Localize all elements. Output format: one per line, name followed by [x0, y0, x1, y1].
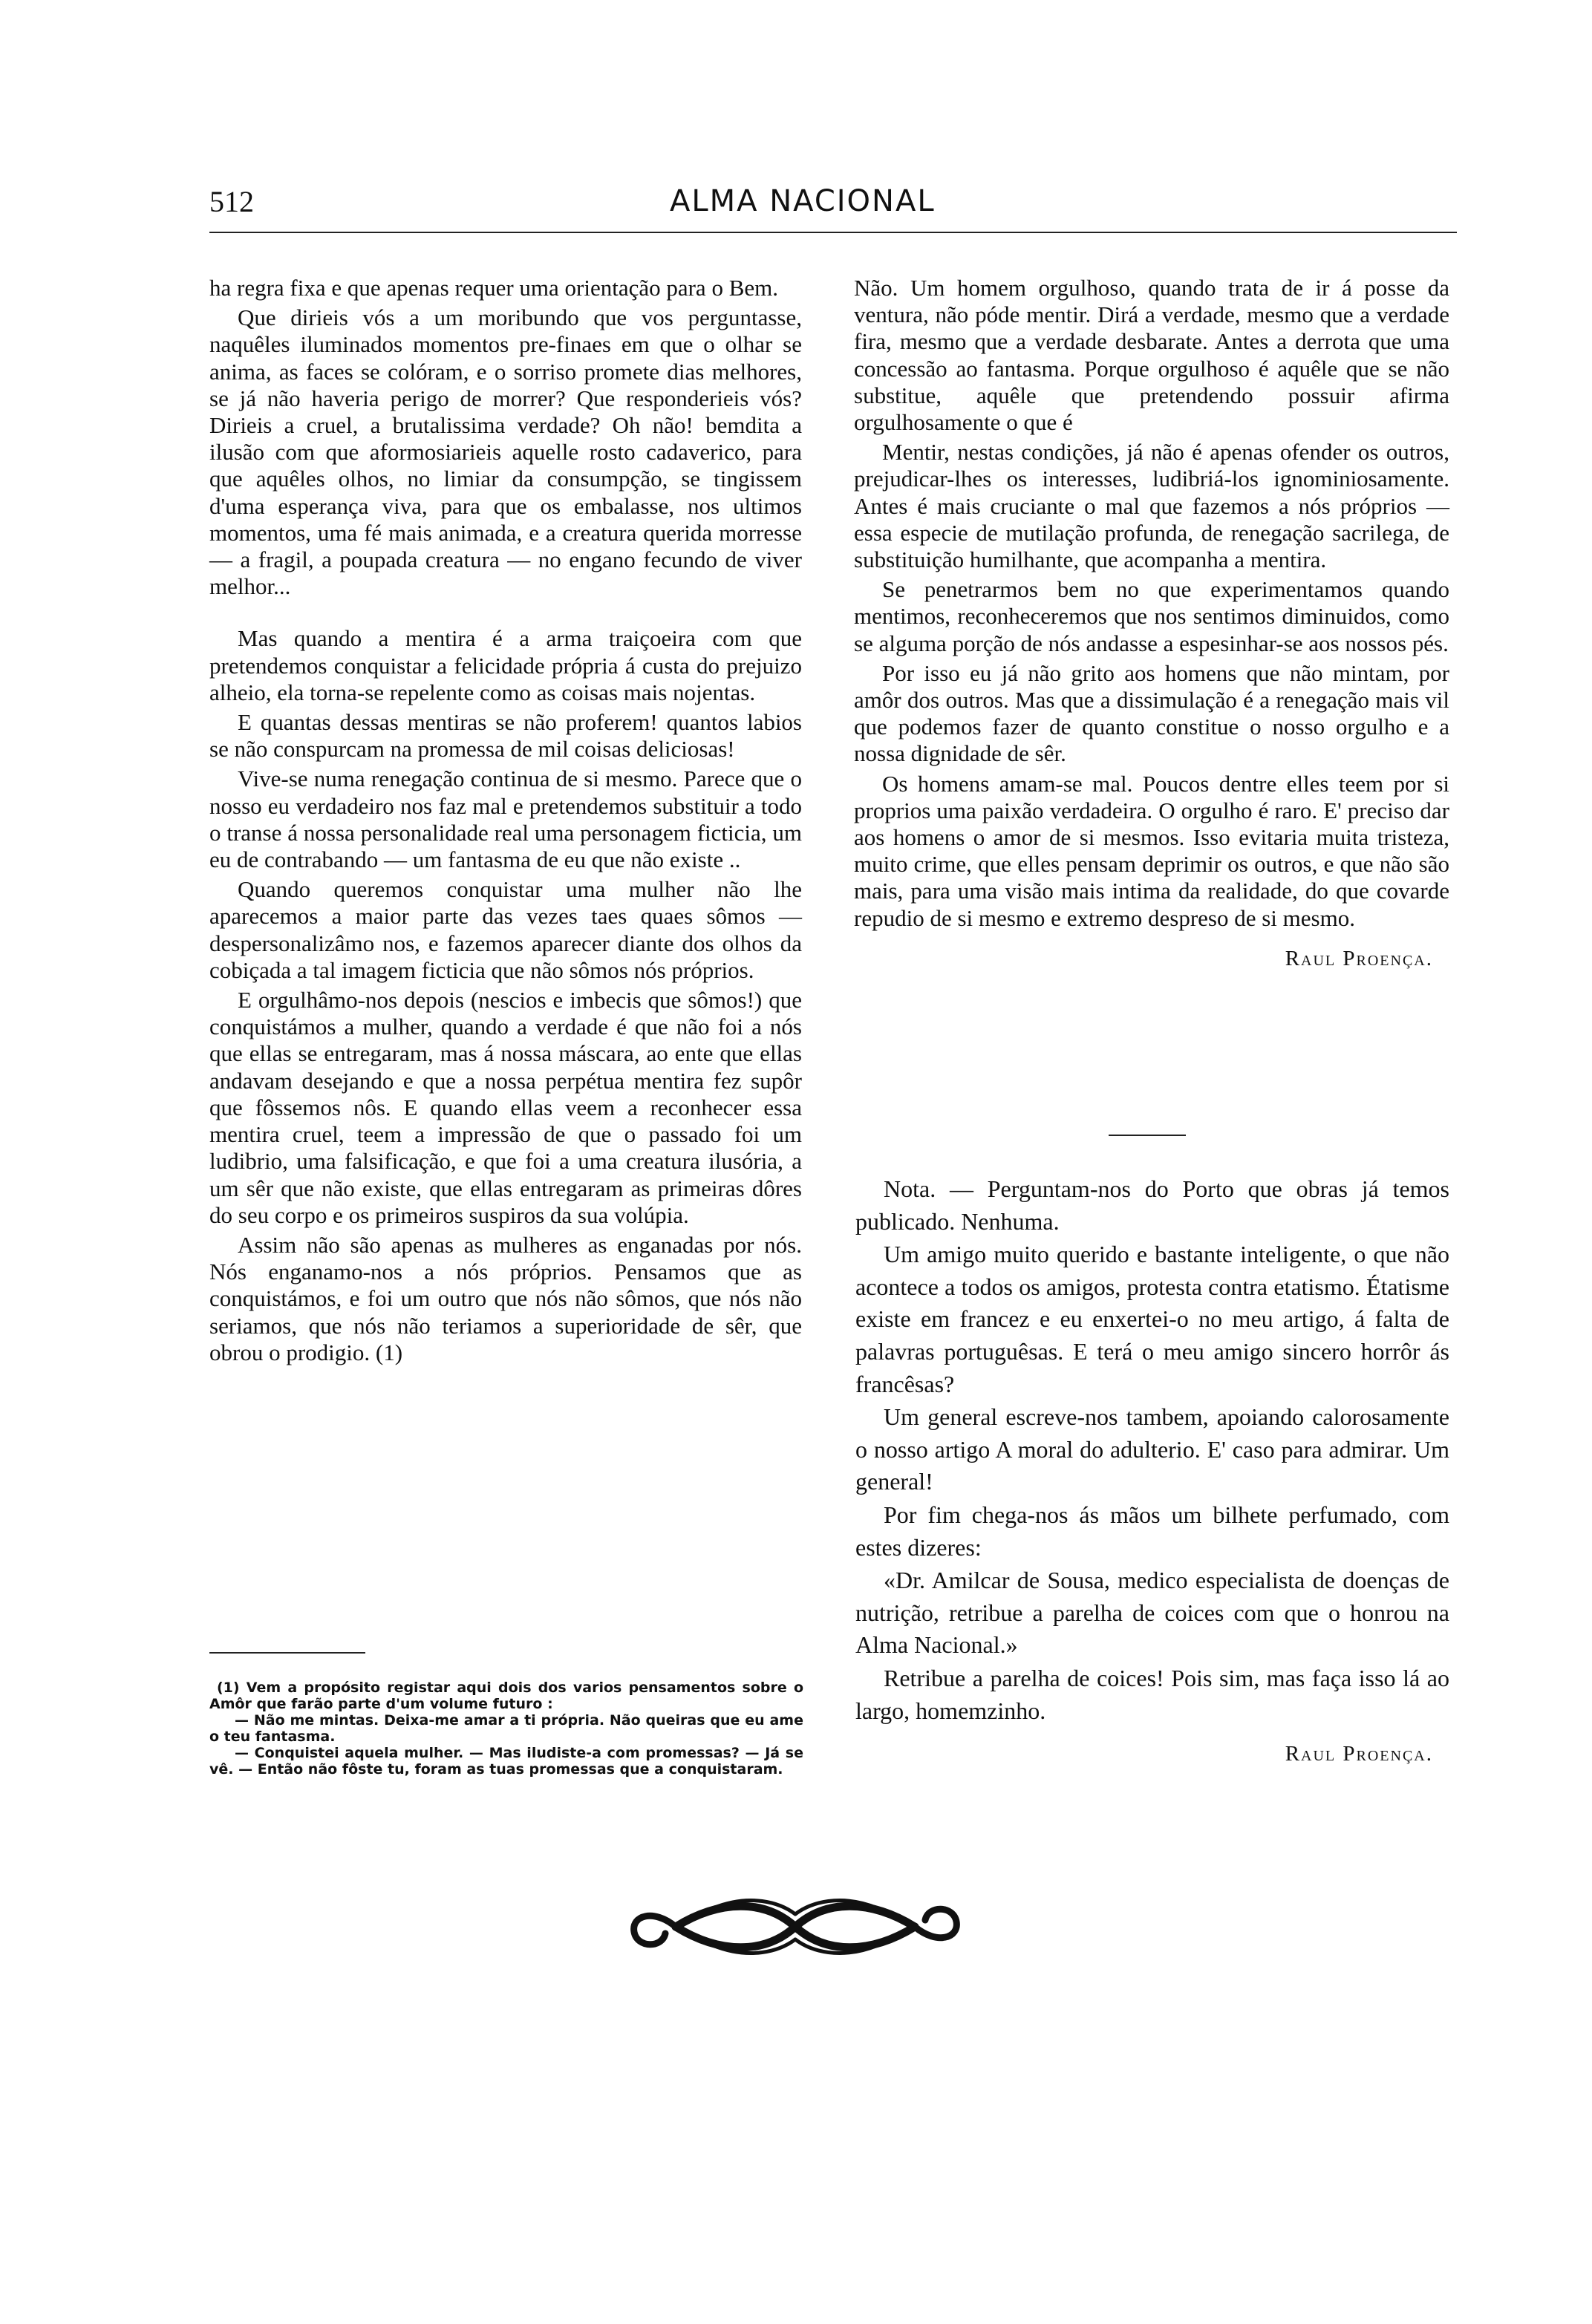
paragraph: Quando queremos conquistar uma mulher não lhe aparecemos a maior parte das vezes taes quaes sômos — despersonalizâmo nos, e fazemos aparecer diante dos olhos da cobiçada a tal imagem ficticia que não sômos nós próprios. — [209, 876, 802, 983]
header-rule — [209, 232, 1457, 233]
paragraph: Um amigo muito querido e bastante inteligente, o que não acontece a todos os amigos, protesta contra etatismo. Étatisme existe em francez e eu enxertei-o no meu artigo, á falta de palavras portuguêsas. E terá o meu amigo sincero horrôr ás francêsas? — [855, 1241, 1449, 1397]
footnote-line: (1) Vem a propósito registar aqui dois dos varios pensamentos sobre o Amôr que farão parte d'um volume futuro : — [209, 1680, 803, 1712]
left-column — [209, 275, 802, 1369]
author-signature: Raul Proença. — [1285, 1742, 1433, 1766]
paragraph: ha regra fixa e que apenas requer uma orientação para o Bem. — [209, 275, 778, 301]
paragraph: Um general escreve-nos tambem, apoiando calorosamente o nosso artigo A moral do adulterio. E' caso para admirar. Um general! — [855, 1403, 1449, 1495]
paragraph: Os homens amam-se mal. Poucos dentre elles teem por si proprios uma paixão verdadeira. O orgulho é raro. E' preciso dar aos homens o amor de si mesmos. Isso evitaria muita tristeza, muito crime, que elles pensam deprimir os outros, e que não são mais, para uma visão mais intima da realidade, do que covarde repudio de si mesmo e extremo despreso de si mesmo. — [854, 770, 1449, 931]
paragraph: Se penetrarmos bem no que experimentamos quando mentimos, reconheceremos que nos sentimos diminuidos, como se alguma porção de nós andasse a espesinhar-se aos nossos pés. — [854, 576, 1449, 656]
paragraph: Mentir, nestas condições, já não é apenas ofender os outros, prejudicar-lhes os interesses, ludibriá-los ignominiosamente. Antes é mais cruciante o mal que fazemos a nós próprios — essa especie de mutilação profunda, de renegação sacrilega, de substituição humilhante, que acompanha a mentira. — [854, 439, 1449, 573]
paragraph: Retribue a parelha de coices! Pois sim, mas faça isso lá ao largo, homemzinho. — [855, 1664, 1449, 1724]
right-column — [854, 275, 1449, 971]
paragraph: Que dirieis vós a um moribundo que vos perguntasse, naquêles iluminados momentos pre-finaes em que o olhar se anima, as faces se colóram, e o sorriso promete dias melhores, se já não haveria perigo de morrer? Que responderieis vós? Dirieis a cruel, a brutalissima verdade? Oh não! bemdita a ilusão com que aformosiarieis aquelle rosto cadaverico, para que aquêles olhos, no limiar da consumpção, se tingissem d'uma esperança viva, para que os embalasse, nos ultimos momentos, uma fé mais animada, e a creatura querida morresse — a fragil, a poupada creatura — no engano fecundo de viver melhor... — [209, 304, 802, 600]
running-title: ALMA NACIONAL — [670, 184, 936, 218]
paragraph-gap — [209, 603, 802, 625]
author-signature: Raul Proença. — [1285, 946, 1433, 970]
paragraph: Por fim chega-nos ás mãos um bilhete perfumado, com estes dizeres: — [855, 1501, 1449, 1561]
footnote-line: — Conquistei aquela mulher. — Mas iludiste-a com promessas? — Já se vê. — Então não fôste tu, foram as tuas promessas que a conquistaram. — [209, 1745, 803, 1778]
paragraph: Mas quando a mentira é a arma traiçoeira com que pretendemos conquistar a felicidade própria á custa do prejuizo alheio, ela torna-se repelente como as coisas mais nojentas. — [209, 625, 802, 705]
page-header — [209, 184, 1457, 236]
paragraph: Não. Um homem orgulhoso, quando trata de ir á posse da ventura, não póde mentir. Dirá a verdade, mesmo que a verdade fira, mesmo que a verdade desbarate. Antes a derrota que uma concessão ao fantasma. Porque orgulhoso é aquêle que se não substitue, aquêle que pretendendo possuir afirma orgulhosamente o que é — [854, 275, 1449, 436]
paragraph: E orgulhâmo-nos depois (nescios e imbecis que sômos!) que conquistámos a mulher, quando a verdade é que não foi a nós que ellas se entregaram, mas á nossa máscara, ao ente que ellas andavam desejando e que a nossa perpétua mentira fez supôr que fôssemos nôs. E quando ellas veem a reconhecer essa mentira cruel, teem a impressão de que o passado foi um ludibrio, uma falsificação, e que foi a uma creatura ilusória, a um sêr que não existe, que ellas entregaram as primeiras dôres do seu corpo e os primeiros suspiros da sua volúpia. — [209, 987, 802, 1228]
scroll-ornament-icon — [624, 1886, 967, 1968]
footnote-rule — [209, 1652, 365, 1654]
paragraph: Assim não são apenas as mulheres as enganadas por nós. Nós enganamo-nos a nós próprios. Pensamos que as conquistámos, e foi um outro que nós não sômos, que nós não seriamos, que nós não teriamos a superioridade de sêr, que obrou o prodigio. (1) — [209, 1231, 802, 1365]
nota-section — [855, 1173, 1449, 1766]
footnote-line: — Não me mintas. Deixa-me amar a ti própria. Não queiras que eu ame o teu fantasma. — [209, 1712, 803, 1745]
footnotes — [209, 1680, 803, 1778]
paragraph: «Dr. Amilcar de Sousa, medico especialista de doenças de nutrição, retribue a parelha de coices com que o honrou na Alma Nacional.» — [855, 1567, 1449, 1659]
paragraph: Vive-se numa renegação continua de si mesmo. Parece que o nosso eu verdadeiro nos faz mal e pretendemos substituir a todo o transe á nossa personalidade real uma personagem ficticia, um eu de contrabando — um fantasma de eu que não existe .. — [209, 766, 802, 873]
paragraph: E quantas dessas mentiras se não proferem! quantos labios se não conspurcam na promessa de mil coisas deliciosas! — [209, 709, 802, 763]
paragraph: Nota. — Perguntam-nos do Porto que obras já temos publicado. Nenhuma. — [855, 1175, 1449, 1235]
page-number: 512 — [209, 185, 254, 218]
paragraph: Por isso eu já não grito aos homens que não mintam, por amôr dos outros. Mas que a dissimulação é a renegação mais vil que podemos fazer de quanto constitue o nosso orgulho e a nossa dignidade de sêr. — [854, 659, 1449, 767]
ornament-graphic — [624, 1886, 967, 1968]
section-divider — [1109, 1135, 1186, 1136]
